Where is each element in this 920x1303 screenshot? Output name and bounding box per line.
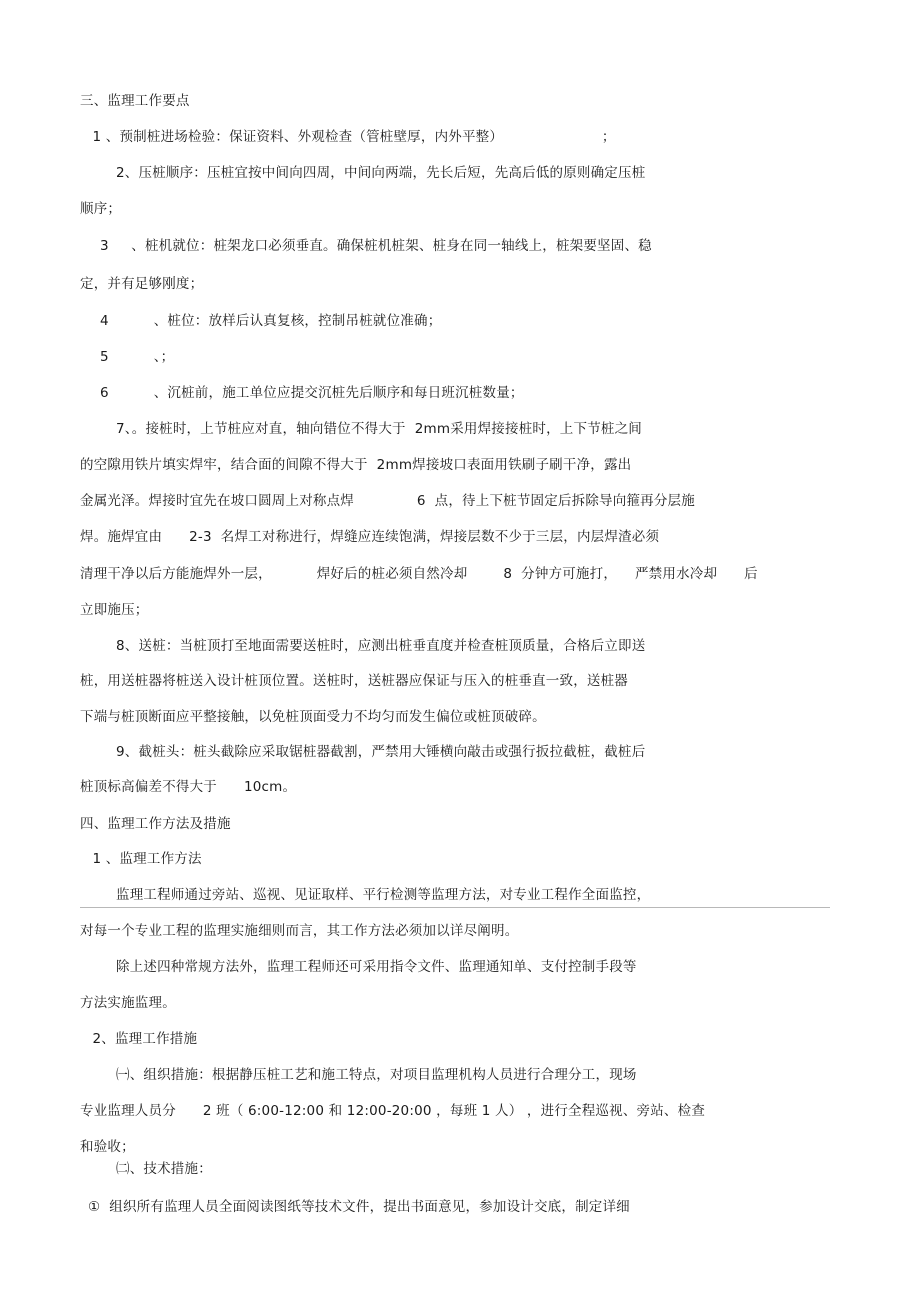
paragraph-line: 焊。施焊宜由 2-3 名焊工对称进行，焊缝应连续饱满，焊接层数不少于三层，内层焊渣必须 <box>80 529 660 545</box>
paragraph-line: ㈡、技术措施： <box>116 1161 212 1177</box>
paragraph-line: 6 、沉桩前，施工单位应提交沉桩先后顺序和每日班沉桩数量； <box>100 385 524 401</box>
paragraph-line: 7、。接桩时，上节桩应对直，轴向错位不得大于 2mm采用焊接接桩时，上下节桩之间 <box>116 421 643 437</box>
paragraph-line: 3 、桩机就位：桩架龙口必须垂直。确保桩机桩架、桩身在同一轴线上，桩架要坚固、稳 <box>100 238 652 254</box>
paragraph-line: 立即施压； <box>80 602 149 618</box>
paragraph-line: 8、送桩：当桩顶打至地面需要送桩时，应测出桩垂直度并检查桩顶质量，合格后立即送 <box>116 638 646 654</box>
paragraph-line: 监理工程师通过旁站、巡视、见证取样、平行检测等监理方法，对专业工程作全面监控， <box>116 887 651 903</box>
horizontal-divider <box>80 907 830 908</box>
paragraph-line: 2、压桩顺序：压桩宜按中间向四周，中间向两端，先长后短，先高后低的原则确定压桩 <box>116 165 646 181</box>
paragraph-line: 桩顶标高偏差不得大于 10cm。 <box>80 779 297 795</box>
paragraph-line: 4 、桩位：放样后认真复核，控制吊桩就位准确； <box>100 313 442 329</box>
paragraph-line: 定，并有足够刚度； <box>80 276 204 292</box>
paragraph-line: 和验收； <box>80 1139 135 1155</box>
paragraph-line: 9、截桩头：桩头截除应采取锯桩器截割，严禁用大锤横向敲击或强行扳拉截桩，截桩后 <box>116 744 646 760</box>
paragraph-line: 顺序； <box>80 201 122 217</box>
paragraph-line: 1 、预制桩进场检验：保证资料、外观检查（管桩壁厚，内外平整） ； <box>88 129 616 145</box>
paragraph-line: 下端与桩顶断面应平整接触，以免桩顶面受力不均匀而发生偏位或桩顶破碎。 <box>80 709 546 725</box>
subsection-heading: 2、监理工作措施 <box>88 1031 198 1047</box>
section-heading-3: 三、监理工作要点 <box>80 93 190 109</box>
paragraph-line: 对每一个专业工程的监理实施细则而言，其工作方法必须加以详尽阐明。 <box>80 923 519 939</box>
subsection-heading: 1 、监理工作方法 <box>88 851 202 867</box>
paragraph-line: 专业监理人员分 2 班（ 6:00-12:00 和 12:00-20:00 ，每班 1 人） ，进行全程巡视、旁站、检查 <box>80 1103 706 1119</box>
paragraph-line: 清理干净以后方能施焊外一层， 焊好后的桩必须自然冷却 8 分钟方可施打， 严禁用水冷却 后 <box>80 566 758 582</box>
paragraph-line: ㈠、组织措施：根据静压桩工艺和施工特点，对项目监理机构人员进行合理分工，现场 <box>116 1067 637 1083</box>
paragraph-line: 5 、； <box>100 349 175 365</box>
paragraph-line: 除上述四种常规方法外，监理工程师还可采用指令文件、监理通知单、支付控制手段等 <box>116 959 637 975</box>
section-heading-4: 四、监理工作方法及措施 <box>80 816 231 832</box>
paragraph-line: 桩，用送桩器将桩送入设计桩顶位置。送桩时，送桩器应保证与压入的桩垂直一致，送桩器 <box>80 673 628 689</box>
paragraph-line: 方法实施监理。 <box>80 995 176 1011</box>
paragraph-line: 的空隙用铁片填实焊牢，结合面的间隙不得大于 2mm焊接坡口表面用铁刷子刷干净，露出 <box>80 457 632 473</box>
paragraph-line: ① 组织所有监理人员全面阅读图纸等技术文件，提出书面意见，参加设计交底，制定详细 <box>88 1199 630 1215</box>
paragraph-line: 金属光泽。焊接时宜先在坡口圆周上对称点焊 6 点，待上下桩节固定后拆除导向箍再分层施 <box>80 493 695 509</box>
